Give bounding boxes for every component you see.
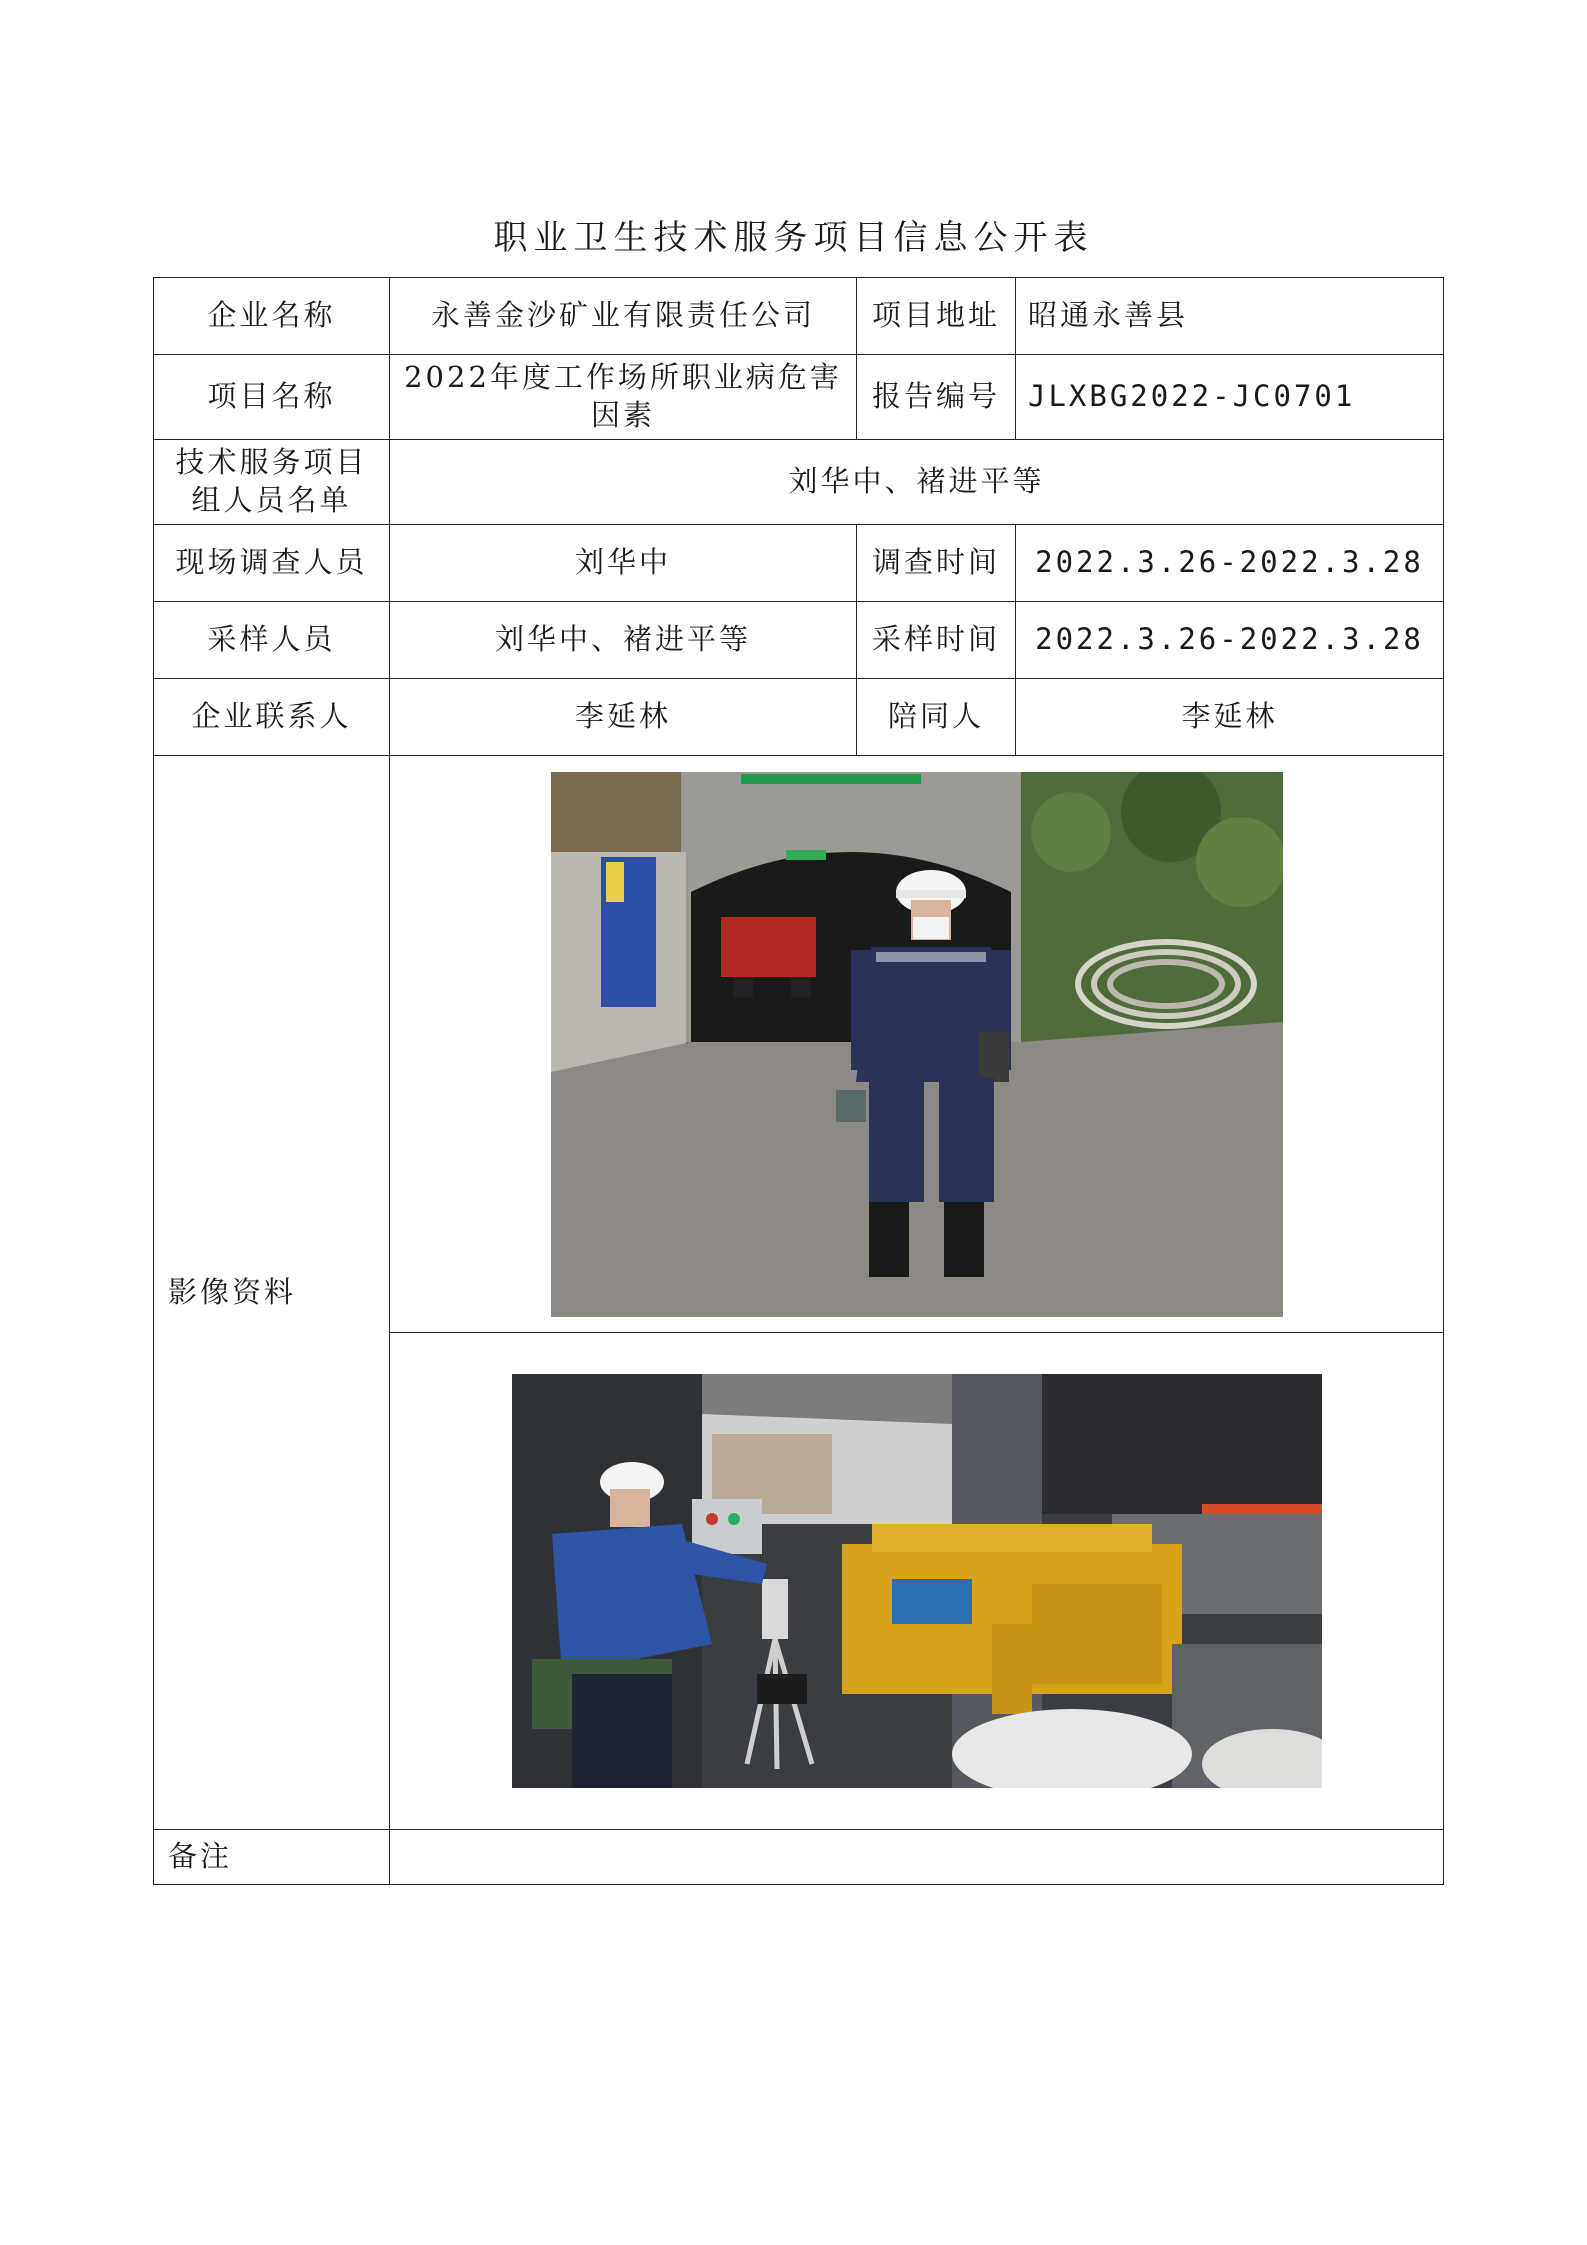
project-name-label: 项目名称 [154,355,390,440]
company-name-value: 永善金沙矿业有限责任公司 [390,278,857,355]
photo-mine-entrance [551,772,1283,1317]
project-name-value: 2022年度工作场所职业病危害因素 [390,355,857,440]
document-title: 职业卫生技术服务项目信息公开表 [493,218,1094,258]
contact-label: 企业联系人 [154,679,390,756]
sampling-time-value: 2022.3.26-2022.3.28 [1016,602,1444,679]
company-name-label: 企业名称 [154,278,390,355]
photo-cell-1 [390,756,1444,1333]
team-value: 刘华中、褚进平等 [390,440,1444,525]
team-label: 技术服务项目组人员名单 [154,440,390,525]
photo-cell-2 [390,1333,1444,1830]
companion-value: 李延林 [1016,679,1444,756]
row-project [154,355,1444,440]
row-company [154,278,1444,355]
row-images-1 [154,756,1444,1333]
contact-value: 李延林 [390,679,857,756]
sampling-time-label: 采样时间 [857,602,1016,679]
project-address-label: 项目地址 [857,278,1016,355]
row-remarks [154,1830,1444,1885]
row-sampling [154,602,1444,679]
survey-staff-value: 刘华中 [390,525,857,602]
survey-time-value: 2022.3.26-2022.3.28 [1016,525,1444,602]
info-table [153,277,1444,1885]
sampling-staff-value: 刘华中、褚进平等 [390,602,857,679]
photo-crusher-sampling [512,1374,1322,1788]
project-address-value: 昭通永善县 [1016,278,1444,355]
row-team [154,440,1444,525]
companion-label: 陪同人 [857,679,1016,756]
remarks-value [390,1830,1444,1885]
report-no-value: JLXBG2022-JC0701 [1016,355,1444,440]
survey-staff-label: 现场调查人员 [154,525,390,602]
report-no-label: 报告编号 [857,355,1016,440]
images-label: 影像资料 [154,756,390,1830]
row-survey [154,525,1444,602]
remarks-label: 备注 [154,1830,390,1885]
row-contact [154,679,1444,756]
sampling-staff-label: 采样人员 [154,602,390,679]
survey-time-label: 调查时间 [857,525,1016,602]
